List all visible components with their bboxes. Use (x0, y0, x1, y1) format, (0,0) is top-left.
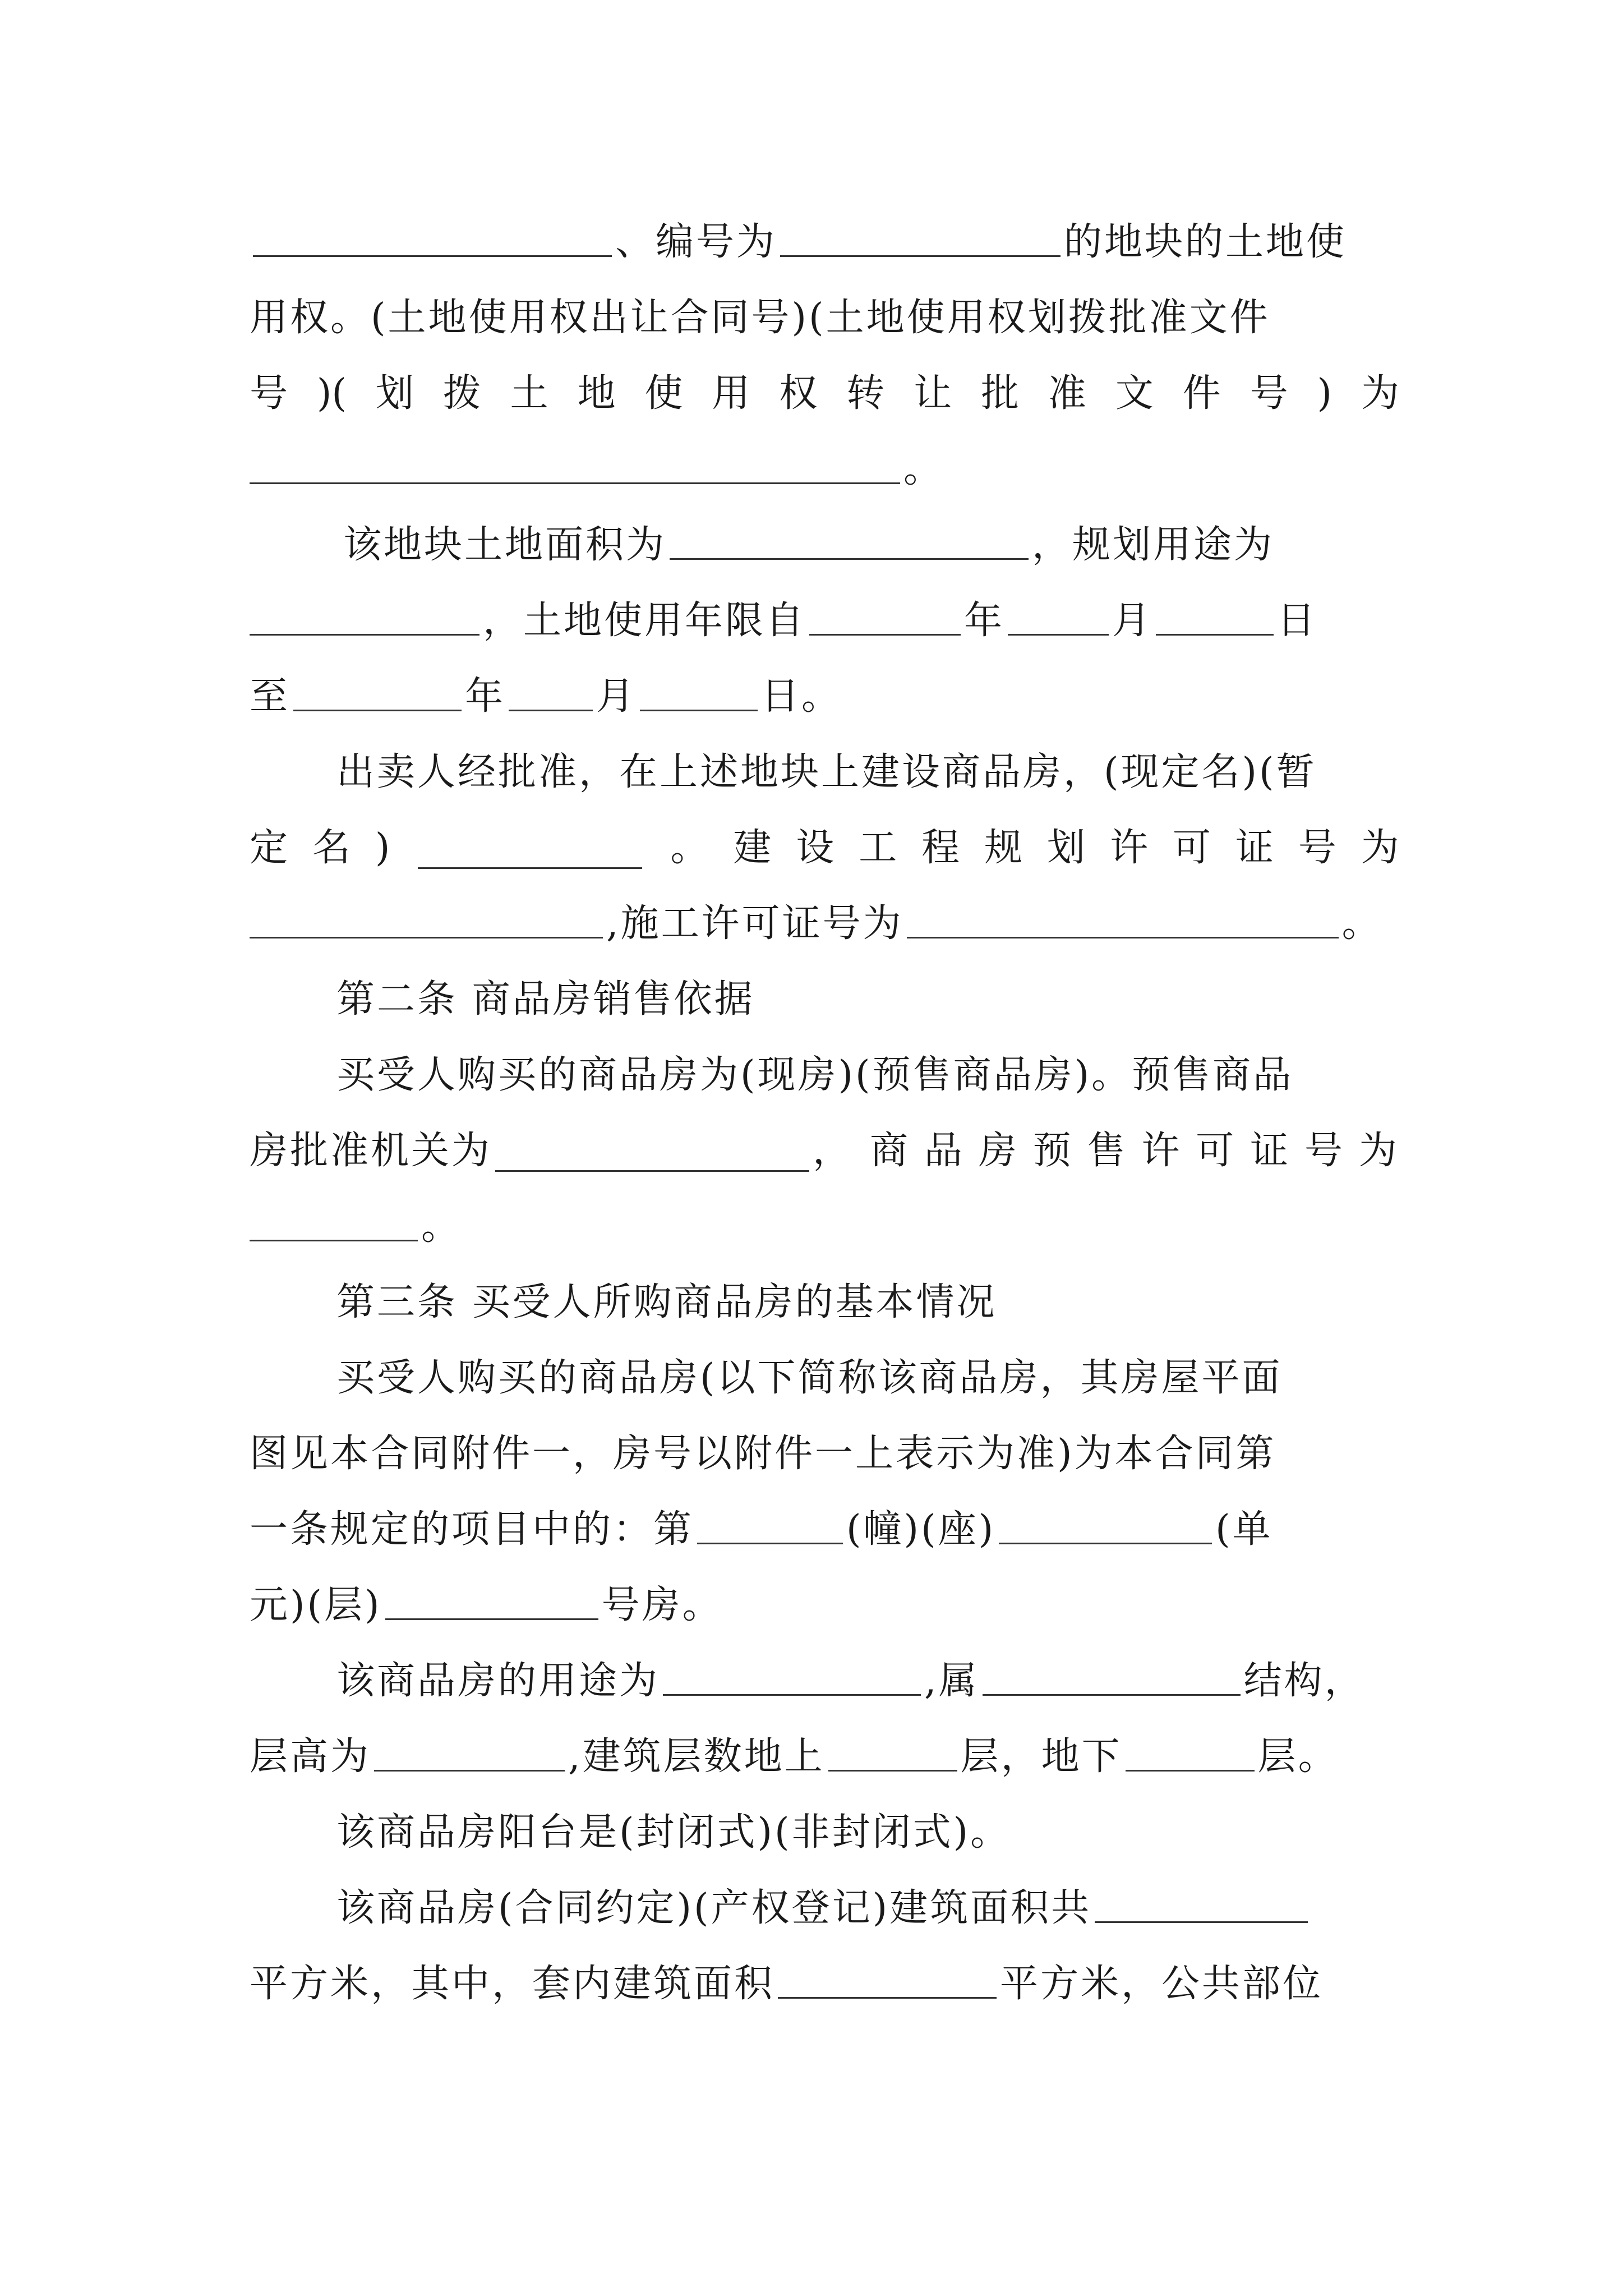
char: 房 (978, 1129, 1019, 1173)
line-16: 买受人购买的商品房(以下简称该商品房，其房屋平面 (336, 1356, 1283, 1400)
blank-field[interactable] (1126, 1731, 1255, 1772)
blank-field[interactable] (250, 443, 900, 484)
char: 权 (779, 371, 818, 416)
char: 号 (250, 371, 288, 416)
line-10 (250, 890, 1399, 958)
char: 可 (1196, 1129, 1237, 1173)
blank-field[interactable] (1156, 595, 1274, 636)
char: 拨 (442, 371, 481, 416)
char: 工 (859, 826, 897, 870)
blank-field[interactable] (1008, 595, 1109, 636)
blank-field[interactable] (828, 1731, 957, 1772)
line-13 (250, 1117, 1399, 1185)
char: 程 (921, 826, 960, 870)
line-5 (343, 512, 1399, 579)
line-20 (336, 1648, 1399, 1715)
text: 月 (596, 674, 637, 719)
text: ， (813, 1129, 854, 1173)
line-4 (250, 436, 1399, 503)
line-24 (250, 1950, 1399, 2018)
line-1 (250, 209, 1399, 276)
text: 该商品房(合同约定)(产权登记)建筑面积共 (336, 1886, 1092, 1930)
char: 划 (375, 371, 414, 416)
text: 层。 (1257, 1734, 1339, 1779)
char: 建 (733, 826, 772, 870)
char: 文 (1115, 371, 1154, 416)
blank-field[interactable] (250, 898, 603, 938)
blank-field[interactable] (1095, 1882, 1308, 1923)
section-heading-3: 第三条 买受人所购商品房的基本情况 (336, 1280, 997, 1324)
char: 土 (510, 371, 548, 416)
blank-field[interactable] (778, 1958, 997, 1999)
blank-field[interactable] (640, 670, 758, 711)
text: (单 (1215, 1507, 1273, 1552)
char: 让 (914, 371, 952, 416)
blank-field[interactable] (697, 1503, 843, 1544)
line-3 (250, 360, 1399, 427)
char: 号 (1249, 371, 1288, 416)
blank-field[interactable] (374, 1731, 565, 1772)
char: 件 (1182, 371, 1221, 416)
text: 。 (903, 447, 944, 491)
char: 品 (924, 1129, 965, 1173)
char: ) (375, 826, 390, 870)
char: 号 (1304, 1129, 1345, 1173)
char: 使 (644, 371, 683, 416)
text: 结构， (1243, 1659, 1365, 1703)
char: 划 (1047, 826, 1086, 870)
blank-field[interactable] (780, 216, 1061, 257)
text: ，规划用途为 (1032, 523, 1275, 567)
char: 规 (984, 826, 1023, 870)
char: 证 (1250, 1129, 1291, 1173)
line-17: 图见本合同附件一，房号以附件一上表示为准)为本合同第 (250, 1432, 1276, 1476)
line-21 (250, 1723, 1399, 1791)
char: ) (1317, 371, 1332, 416)
char: 设 (796, 826, 834, 870)
char: 为 (1361, 371, 1399, 416)
text: ,施工许可证号为 (606, 901, 903, 946)
char: 号 (1298, 826, 1336, 870)
blank-field[interactable] (293, 670, 462, 711)
text: 层高为 (250, 1734, 371, 1779)
line-9 (250, 815, 1399, 882)
section-heading-2: 第二条 商品房销售依据 (336, 977, 755, 1022)
char: 批 (981, 371, 1020, 416)
text: 元)(层) (250, 1583, 382, 1627)
blank-field[interactable] (663, 1655, 921, 1696)
justified-run (870, 1117, 1399, 1185)
line-12: 买受人购买的商品房为(现房)(预售商品房)。预售商品 (336, 1053, 1294, 1097)
line-7 (250, 663, 1399, 730)
line-19 (250, 1572, 1399, 1639)
blank-field[interactable] (809, 595, 961, 636)
text: ,属 (924, 1659, 979, 1703)
blank-field[interactable] (253, 216, 612, 257)
text: (幢)(座) (846, 1507, 996, 1552)
text: 房批准机关为 (250, 1129, 492, 1173)
char: 。 (670, 826, 709, 870)
char: 预 (1032, 1129, 1073, 1173)
line-18 (250, 1496, 1399, 1563)
char: 准 (1048, 371, 1086, 416)
char: 名 (312, 826, 351, 870)
text: 号房。 (601, 1583, 723, 1627)
blank-field[interactable] (495, 1131, 809, 1172)
text: ,建筑层数地上 (568, 1734, 825, 1779)
text: 月 (1112, 599, 1153, 643)
char: )( (316, 371, 347, 416)
text: 日 (1277, 599, 1318, 643)
line-6 (250, 587, 1399, 655)
text: 该地块土地面积为 (343, 523, 667, 567)
char: 转 (846, 371, 885, 416)
char: 许 (1141, 1129, 1182, 1173)
line-2: 用权。(土地使用权出让合同号)(土地使用权划拨批准文件 (250, 296, 1270, 340)
line-8: 出卖人经批准，在上述地块上建设商品房，(现定名)(暂 (336, 750, 1317, 794)
blank-field[interactable] (250, 1200, 418, 1241)
text: 。 (421, 1204, 462, 1249)
blank-field[interactable] (999, 1503, 1212, 1544)
text: 的地块的土地使 (1064, 220, 1347, 264)
blank-field[interactable] (983, 1655, 1241, 1696)
char: 地 (577, 371, 616, 416)
char: 为 (1361, 826, 1399, 870)
char: 定 (250, 826, 288, 870)
text: 一条规定的项目中的：第 (250, 1507, 694, 1552)
text: 该商品房的用途为 (336, 1659, 660, 1703)
line-23 (336, 1875, 1399, 1942)
char: 用 (712, 371, 750, 416)
blank-field[interactable] (418, 828, 642, 869)
text: 。 (1341, 901, 1382, 946)
char: 许 (1109, 826, 1148, 870)
text: 至 (250, 674, 291, 719)
text: 年 (964, 599, 1005, 643)
char: 售 (1087, 1129, 1128, 1173)
line-14 (250, 1193, 1399, 1260)
text: 日。 (761, 674, 842, 719)
char: 证 (1235, 826, 1274, 870)
blank-field[interactable] (509, 670, 593, 711)
char: 为 (1358, 1129, 1399, 1173)
text: 平方米，公共部位 (1000, 1962, 1324, 2006)
text: 年 (465, 674, 506, 719)
text: ，土地使用年限自 (483, 599, 806, 643)
blank-field[interactable] (385, 1579, 598, 1620)
blank-field[interactable] (250, 595, 479, 636)
line-22: 该商品房阳台是(封闭式)(非封闭式)。 (336, 1810, 1011, 1855)
text: 层，地下 (960, 1734, 1122, 1779)
char: 可 (1172, 826, 1211, 870)
blank-field[interactable] (907, 898, 1339, 938)
text: 、编号为 (615, 220, 777, 264)
text: 平方米，其中，套内建筑面积 (250, 1962, 775, 2006)
blank-field[interactable] (670, 519, 1029, 560)
char: 商 (870, 1129, 911, 1173)
